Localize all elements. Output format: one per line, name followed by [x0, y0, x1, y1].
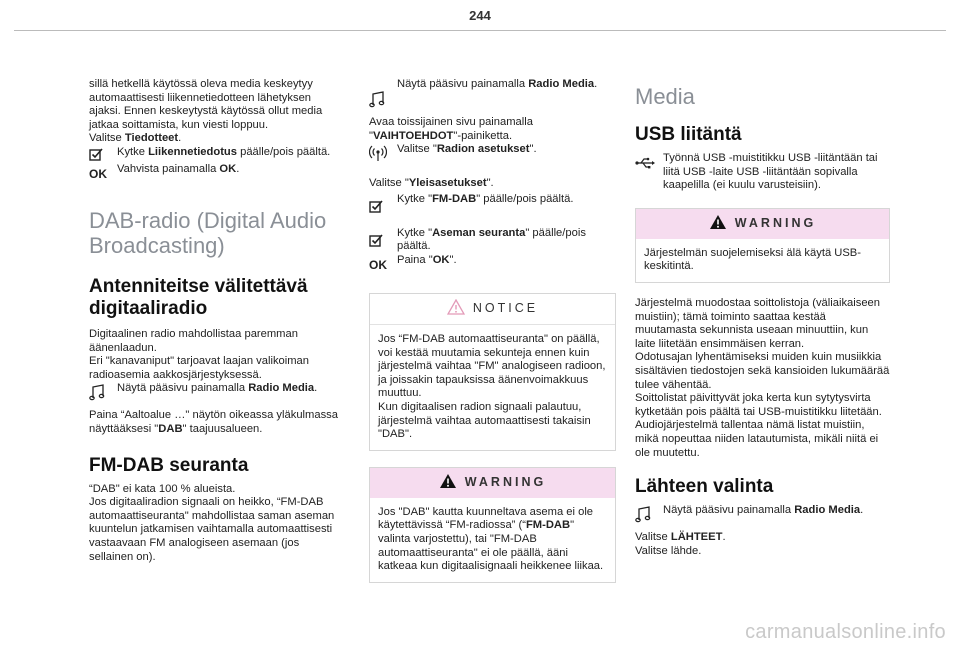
- step-radio-settings: Valitse "Radion asetukset".: [369, 143, 616, 173]
- notice-title: NOTICE: [472, 301, 539, 316]
- antenna-paragraph-2: Eri "kanavaniput" tarjoavat laajan valikoiman radioasemia aakkosjärjestyksessä.: [89, 355, 310, 381]
- usb-paragraph-2: Odotusajan lyhentämiseksi muiden kuin musiikkia sisältävien tiedostojen sekä kansioiden lukumäärää tulee vähentää.: [635, 351, 890, 391]
- usb-paragraph-1: Järjestelmä muodostaa soittolistoja (väliaikaiseen muistiin); tämä toiminto saattaa kestää muutamasta sekunnista useaan minuuttiin, kun laite liitetään ensimmäisen kerran.: [635, 296, 880, 350]
- ok-icon: OK: [89, 166, 107, 181]
- options-paragraph: Avaa toissijainen sivu painamalla "VAIHTOEHDOT"-painiketta.: [369, 116, 533, 142]
- warning-title: WARNING: [464, 474, 547, 489]
- notice-paragraph-1: Jos “FM-DAB automaattiseuranta" on päällä, voi kestää muutamia sekunteja ennen kuin järjestelmä vaihtaa "FM" analogiseen radioon, ja joissakin tapauksissa äänenvoimakkuus muuttuu.: [378, 332, 606, 400]
- column-2: [369, 78, 616, 583]
- step-radio-media-3: Näytä pääsivu painamalla Radio Media.: [635, 504, 890, 521]
- antenna-paragraph-1: Digitaalinen radio mahdollistaa paremman äänenlaadun.: [89, 327, 298, 354]
- watermark: carmanualsonline.info: [745, 621, 946, 643]
- antenna-paragraph-3: Paina “Aaltoalue …" näytön oikeassa yläkulmassa näyttääksesi "DAB" taajuusalueen.: [89, 409, 338, 435]
- step-radio-media: Näytä pääsivu painamalla Radio Media.: [89, 382, 340, 399]
- source-selection-heading: Lähteen valinta: [635, 476, 774, 498]
- music-note-icon: [635, 504, 663, 521]
- general-settings-paragraph: Valitse "Yleisasetukset".: [369, 177, 494, 190]
- checkbox-icon: [369, 227, 397, 249]
- step-fm-dab-toggle: Kytke "FM-DAB" päälle/pois päältä.: [369, 193, 616, 223]
- notice-paragraph-2: Kun digitaalisen radion signaali palautuu, järjestelmä vaihtaa automaattisesti takaisin "DAB".: [378, 400, 591, 441]
- warning-triangle-icon: [709, 214, 727, 234]
- checkbox-icon: [369, 193, 397, 215]
- fm-dab-heading: FM-DAB seuranta: [89, 454, 249, 476]
- warning-paragraph: Jos "DAB" kautta kuunneltava asema ei ole käytettävissä “FM-radiossa” (“FM-DAB" valinta varjostettu), tai "FM-DAB automaattiseuranta" ei ole päällä, ääni katkeaa kun digitaalisignaali heikkenee liikaa.: [378, 505, 604, 573]
- usb-paragraph-3: Soittolistat päivittyvät joka kerta kun sytytysvirta kytketään pois päältä tai USB-muistitikku liitetään. Audiojärjestelmä tallentaa nämä listat muistiin, mikä nopeuttaa niiden latautumista, mikäli niitä ei ole muutettu.: [635, 392, 882, 459]
- checkbox-icon: [89, 146, 117, 163]
- step-confirm-ok: OK Vahvista painamalla OK.: [89, 163, 340, 184]
- usb-icon: [635, 152, 663, 173]
- usb-step: Työnnä USB -muistitikku USB -liitäntään tai liitä USB -laite USB -liitäntään sopivalla kaapelilla (ei kuulu varusteisiin).: [635, 152, 890, 193]
- fm-paragraph-1: “DAB" ei kata 100 % alueista.: [89, 482, 236, 495]
- media-heading: Media: [635, 84, 695, 109]
- warning-box: [369, 467, 616, 583]
- radio-settings-icon: [369, 143, 397, 160]
- notice-box: [369, 293, 616, 451]
- notice-triangle-icon: [447, 299, 465, 319]
- usb-warning-paragraph: Järjestelmän suojelemiseksi älä käytä USB-keskitintä.: [644, 246, 861, 273]
- intro-paragraph: sillä hetkellä käytössä oleva media keskeytyy automaattisesti liikennetiedotteen lähetyksen ajaksi. Ennen keskeytystä käytössä ollut media jatkaa soittamista, kun viesti loppuu.: [89, 78, 323, 131]
- antenna-radio-heading: Antenniteitse välitettävä digitaaliradio: [89, 275, 308, 319]
- warning-triangle-icon: [439, 473, 457, 493]
- page-number: 244: [469, 8, 491, 23]
- step-radio-media-2: Näytä pääsivu painamalla Radio Media.: [369, 78, 616, 110]
- step-traffic-toggle: Kytke Liikennetiedotus päälle/pois päältä.: [89, 146, 340, 163]
- dab-radio-heading: DAB-radio (Digital Audio Broadcasting): [89, 207, 327, 258]
- step-press-ok: OK Paina "OK".: [369, 254, 616, 275]
- usb-heading: USB liitäntä: [635, 124, 742, 145]
- header-divider: [14, 30, 946, 31]
- warning-title: WARNING: [734, 215, 817, 230]
- column-1: [89, 78, 340, 564]
- select-tiedotteet: Valitse Tiedotteet.: [89, 132, 182, 145]
- sources-paragraph: Valitse LÄHTEET.: [635, 531, 726, 544]
- fm-paragraph-2: Jos digitaaliradion signaali on heikko, “FM-DAB automaattiseuranta" mahdollistaa saman aseman kuuntelun jatkamisen vaihtamalla automaattisesti vastaavaan FM analogiseen asemaan (jos sellainen on).: [89, 496, 335, 563]
- music-note-icon: [369, 78, 397, 106]
- column-3: [635, 78, 890, 558]
- ok-icon: OK: [369, 257, 387, 272]
- select-source-paragraph: Valitse lähde.: [635, 544, 702, 557]
- usb-warning-box: [635, 208, 890, 283]
- step-station-follow-toggle: Kytke "Aseman seuranta" päälle/pois päältä.: [369, 227, 616, 254]
- music-note-icon: [89, 382, 117, 399]
